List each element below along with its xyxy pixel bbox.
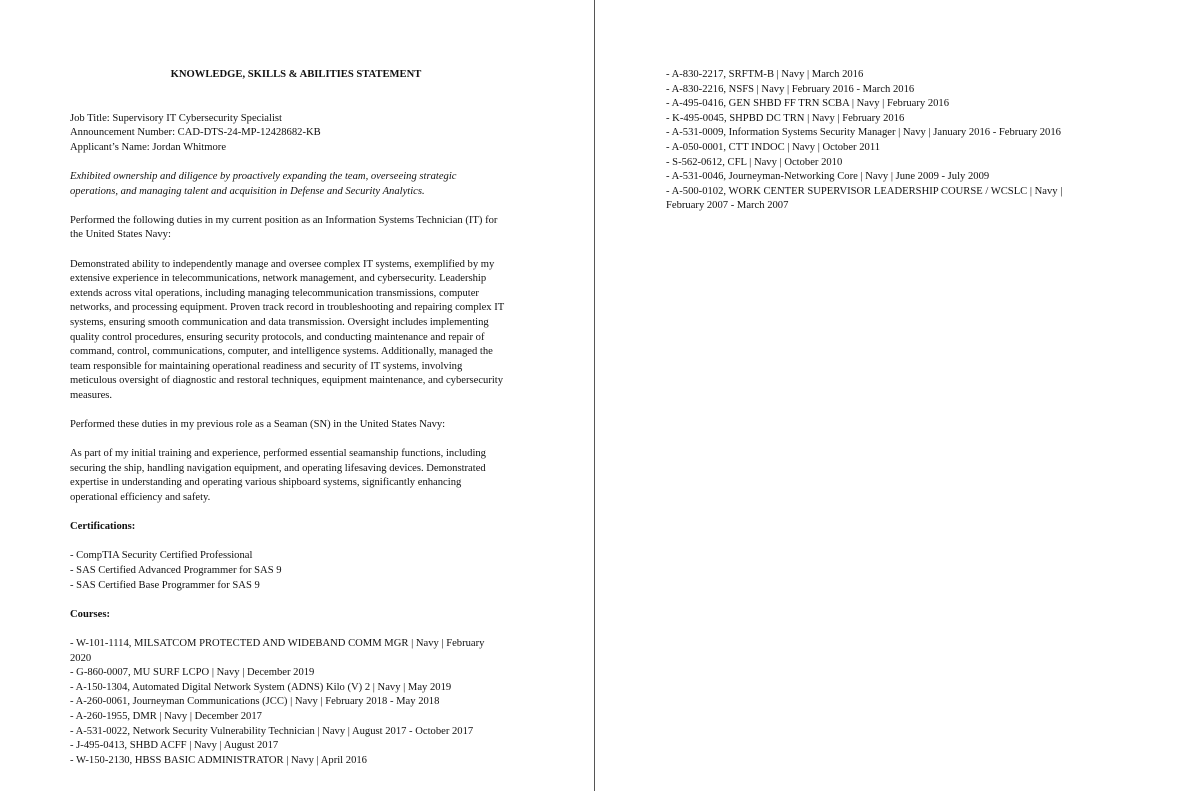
list-item: - A-531-0046, Journeyman-Networking Core | Navy | June 2009 - July 2009 [666,171,990,183]
job-title: Job Title: Supervisory IT Cybersecurity Specialist [70,112,282,124]
paragraph-line: securing the ship, handling navigation equipment, and operating lifesaving devices. Demonstrated [70,462,486,474]
summary-line: Exhibited ownership and diligence by proactively expanding the team, overseeing strategic [70,170,457,182]
applicant-name: Applicant’s Name: Jordan Whitmore [70,141,227,153]
list-item: - W-150-2130, HBSS BASIC ADMINISTRATOR | Navy | April 2016 [70,754,367,766]
paragraph-line: measures. [70,389,113,401]
list-item: - A-830-2217, SRFTM-B | Navy | March 2016 [666,69,864,80]
courses-heading: Courses: [70,608,111,620]
paragraph-line: systems, ensuring smooth communication and data transmission. Oversight includes implementing [70,316,489,328]
list-item: - A-260-1955, DMR | Navy | December 2017 [70,710,262,722]
courses-list-right [666,68,1116,214]
list-item: - K-495-0045, SHPBD DC TRN | Navy | February 2016 [666,112,905,124]
paragraph-line: Demonstrated ability to independently manage and oversee complex IT systems, exemplified by my [70,258,495,270]
list-item: - A-150-1304, Automated Digital Network System (ADNS) Kilo (V) 2 | Navy | May 2019 [70,681,452,693]
page-divider [594,0,595,791]
list-item: - SAS Certified Advanced Programmer for SAS 9 [70,565,282,576]
paragraph-line: command, control, communications, computer, and intelligence systems. Additionally, managed the [70,346,493,358]
list-item: February 2007 - March 2007 [666,200,789,212]
list-item: - A-050-0001, CTT INDOC | Navy | October 2011 [666,141,881,153]
list-item: 2020 [70,652,92,664]
current-role-intro [70,214,525,243]
paragraph-line: networks, and processing equipment. Proven track record in troubleshooting and repairing complex IT [70,302,505,314]
list-item: - J-495-0413, SHBD ACFF | Navy | August 2017 [70,740,279,752]
left-page [70,68,525,768]
list-item: - G-860-0007, MU SURF LCPO | Navy | December 2019 [70,667,315,679]
intro-line: Performed the following duties in my current position as an Information Systems Technician (IT) for [70,214,498,226]
paragraph-line: expertise in understanding and operating various shipboard systems, significantly enhancing [70,477,462,489]
summary-paragraph [70,170,525,199]
certifications-heading: Certifications: [70,521,136,533]
list-item: - W-101-1114, MILSATCOM PROTECTED AND WIDEBAND COMM MGR | Navy | February [70,637,485,649]
paragraph-line: extensive experience in telecommunications, network management, and cybersecurity. Leadership [70,273,487,285]
courses-list-left [70,637,525,768]
list-item: - A-260-0061, Journeyman Communications (JCC) | Navy | February 2018 - May 2018 [70,696,440,708]
paragraph-line: team responsible for maintaining operational readiness and security of IT systems, involving [70,360,463,372]
paragraph-line: extends across vital operations, including managing telecommunication transmissions, computer [70,287,479,299]
previous-role-paragraph [70,447,525,505]
previous-role-intro: Performed these duties in my previous role as a Seaman (SN) in the United States Navy: [70,419,446,431]
certifications-list [70,549,525,593]
current-role-paragraph [70,258,525,404]
list-item: - CompTIA Security Certified Professional [70,550,253,562]
list-item: - SAS Certified Base Programmer for SAS 9 [70,579,260,591]
document-title: KNOWLEDGE, SKILLS & ABILITIES STATEMENT [170,69,422,80]
paragraph-line: As part of my initial training and experience, performed essential seamanship functions, including [70,448,486,460]
header-info [70,112,525,156]
intro-line: the United States Navy: [70,229,171,241]
paragraph-line: operational efficiency and safety. [70,492,211,504]
list-item: - A-830-2216, NSFS | Navy | February 2016 - March 2016 [666,83,915,95]
list-item: - S-562-0612, CFL | Navy | October 2010 [666,156,843,168]
paragraph-line: meticulous oversight of diagnostic and restoral techniques, equipment maintenance, and cybersecurity [70,375,504,387]
list-item: - A-531-0009, Information Systems Security Manager | Navy | January 2016 - February 2016 [666,127,1061,139]
announcement-number: Announcement Number: CAD-DTS-24-MP-12428682-KB [70,127,321,139]
list-item: - A-500-0102, WORK CENTER SUPERVISOR LEADERSHIP COURSE / WCSLC | Navy | [666,185,1063,197]
right-page [666,68,1116,214]
list-item: - A-495-0416, GEN SHBD FF TRN SCBA | Navy | February 2016 [666,98,950,110]
summary-line: operations, and managing talent and acquisition in Defense and Security Analytics. [70,185,425,197]
list-item: - A-531-0022, Network Security Vulnerability Technician | Navy | August 2017 - October 2017 [70,725,474,737]
paragraph-line: quality control procedures, ensuring security protocols, and conducting maintenance and repair of [70,331,485,343]
